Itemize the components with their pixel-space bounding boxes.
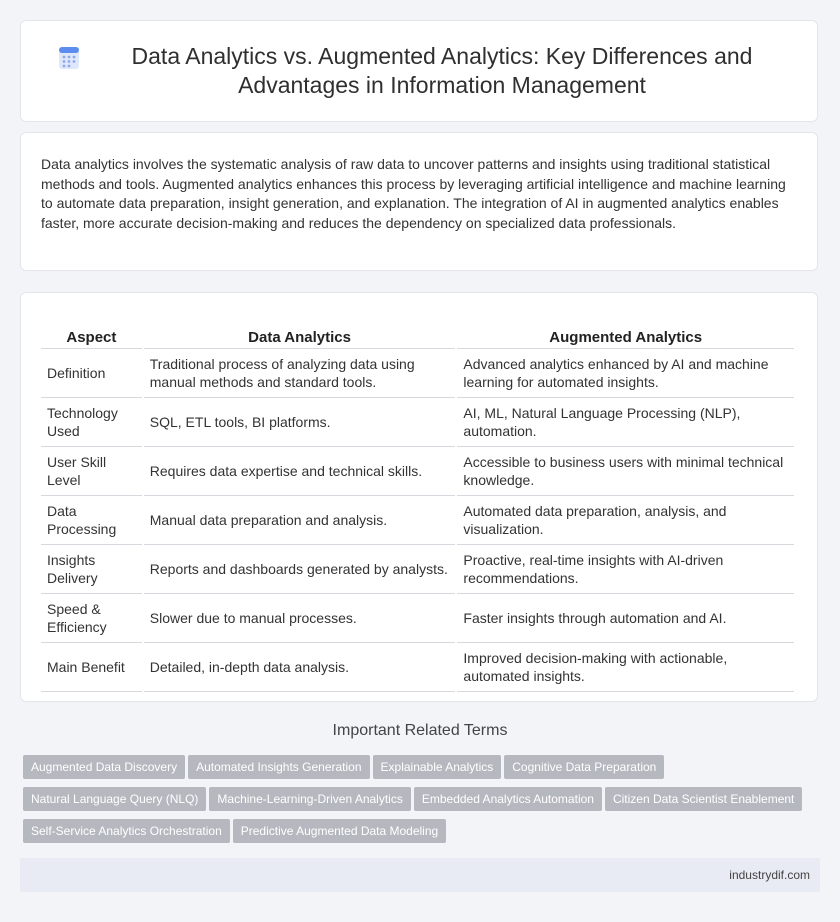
comparison-table [39, 313, 796, 692]
header-data-analytics: Data Analytics [144, 313, 456, 349]
footer-site[interactable]: industrydif.com [729, 868, 810, 882]
term-tag[interactable]: Natural Language Query (NLQ) [23, 787, 206, 811]
cell-data-analytics: Detailed, in-depth data analysis. [144, 643, 456, 692]
term-tag[interactable]: Predictive Augmented Data Modeling [233, 819, 446, 843]
table-row [41, 594, 794, 643]
term-tag[interactable]: Citizen Data Scientist Enablement [605, 787, 802, 811]
cell-aspect: Technology Used [41, 398, 142, 447]
cell-aspect: User Skill Level [41, 447, 142, 496]
cell-data-analytics: Requires data expertise and technical skills. [144, 447, 456, 496]
cell-augmented-analytics: Proactive, real-time insights with AI-driven recommendations. [457, 545, 794, 594]
term-tag[interactable]: Embedded Analytics Automation [414, 787, 602, 811]
table-row [41, 398, 794, 447]
title-card [20, 20, 818, 122]
term-tag[interactable]: Automated Insights Generation [188, 755, 369, 779]
cell-augmented-analytics: Faster insights through automation and AI. [457, 594, 794, 643]
cell-data-analytics: Manual data preparation and analysis. [144, 496, 456, 545]
cell-data-analytics: Traditional process of analyzing data using manual methods and standard tools. [144, 349, 456, 398]
cell-aspect: Data Processing [41, 496, 142, 545]
term-tag[interactable]: Cognitive Data Preparation [504, 755, 664, 779]
cell-augmented-analytics: Advanced analytics enhanced by AI and machine learning for automated insights. [457, 349, 794, 398]
intro-paragraph: Data analytics involves the systematic analysis of raw data to uncover patterns and insights using traditional statistical methods and tools. Augmented analytics enhances this process by leveraging artificial intelligence and machine learning to automate data preparation, insight generation, and explanation. The integration of AI in augmented analytics enables faster, more accurate decision-making and reduces the dependency on specialized data professionals. [41, 156, 786, 231]
cell-aspect: Main Benefit [41, 643, 142, 692]
table-row [41, 545, 794, 594]
cell-data-analytics: Slower due to manual processes. [144, 594, 456, 643]
table-row [41, 643, 794, 692]
related-terms-title: Important Related Terms [332, 722, 508, 739]
term-tag[interactable]: Machine-Learning-Driven Analytics [209, 787, 410, 811]
footer [20, 858, 820, 892]
cell-aspect: Definition [41, 349, 142, 398]
related-terms-tags [23, 755, 823, 851]
table-row [41, 447, 794, 496]
cell-augmented-analytics: Automated data preparation, analysis, and visualization. [457, 496, 794, 545]
cell-augmented-analytics: AI, ML, Natural Language Processing (NLP), automation. [457, 398, 794, 447]
cell-data-analytics: SQL, ETL tools, BI platforms. [144, 398, 456, 447]
cell-aspect: Insights Delivery [41, 545, 142, 594]
cell-augmented-analytics: Improved decision-making with actionable, automated insights. [457, 643, 794, 692]
table-row [41, 349, 794, 398]
cell-aspect: Speed & Efficiency [41, 594, 142, 643]
table-header-row [41, 313, 794, 349]
cell-data-analytics: Reports and dashboards generated by analysts. [144, 545, 456, 594]
term-tag[interactable]: Augmented Data Discovery [23, 755, 185, 779]
page-title: Data Analytics vs. Augmented Analytics: Key Differences and Advantages in Information Management [131, 43, 753, 98]
table-row [41, 496, 794, 545]
cell-augmented-analytics: Accessible to business users with minimal technical knowledge. [457, 447, 794, 496]
term-tag[interactable]: Self-Service Analytics Orchestration [23, 819, 230, 843]
intro-card [20, 132, 818, 271]
term-tag[interactable]: Explainable Analytics [373, 755, 502, 779]
document-list-icon [56, 45, 82, 71]
title-wrap [56, 42, 782, 100]
header-augmented-analytics: Augmented Analytics [457, 313, 794, 349]
header-aspect: Aspect [41, 313, 142, 349]
comparison-card [20, 292, 818, 702]
